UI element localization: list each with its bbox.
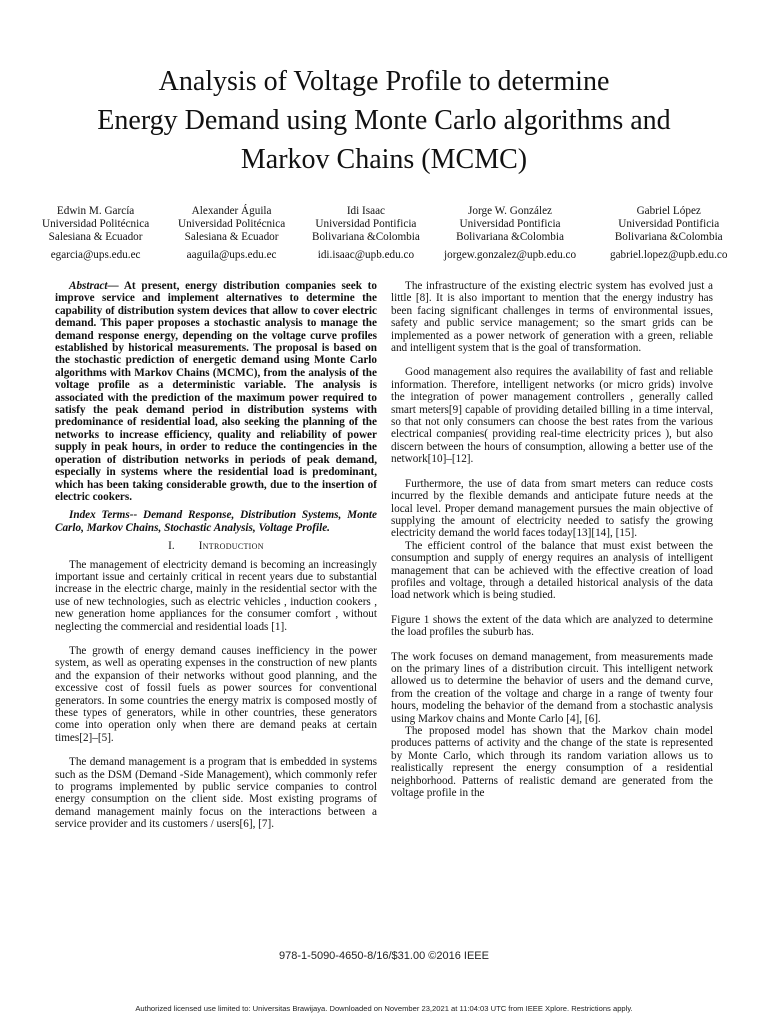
- paragraph: The efficient control of the balance that must exist between the consumption and supply of energy requires an analysis of intelligent management that can be achieved with the effective creation of load profiles and voltage, through a detailed historical analysis of the data load network which is being studied.: [391, 539, 713, 602]
- author-affiliation: Universidad Politécnica: [42, 218, 150, 230]
- paragraph: Figure 1 shows the extent of the data which are analyzed to determine the load profiles the suburb has.: [391, 613, 713, 639]
- right-column: [391, 280, 713, 799]
- author-affiliation: Bolivariana &Colombia: [312, 231, 420, 243]
- author-affiliation: Salesiana & Ecuador: [184, 231, 279, 243]
- index-terms: [55, 509, 377, 534]
- paragraph: The demand management is a program that is embedded in systems such as the DSM (Demand -Side Management), which commonly refer to programs implemented by public service companies to control energy consumption on the client side. Most existing programs of demand management mainly focus on the interactions between a service provider and its customers / users[6], [7].: [55, 756, 377, 831]
- author-name: Idi Isaac: [346, 205, 386, 217]
- section-number: I.: [168, 540, 175, 553]
- author-affiliation: Universidad Pontificia: [618, 218, 720, 230]
- author-email: gabriel.lopez@upb.edu.co: [610, 249, 728, 261]
- author-affiliation: Bolivariana &Colombia: [456, 231, 564, 243]
- author-affiliation: Universidad Pontificia: [459, 218, 561, 230]
- title-line: Energy Demand using Monte Carlo algorithms and: [97, 105, 671, 136]
- left-column: [55, 280, 377, 831]
- section-heading: [55, 540, 377, 552]
- author-5: [610, 205, 727, 262]
- author-affiliation: Bolivariana &Colombia: [614, 231, 723, 243]
- paragraph: Good management also requires the availability of fast and reliable information. Therefore, intelligent networks (or micro grids) involve the integration of power management controllers , generally called smart meters[9] capable of providing detailed billing in a time interval, so that not only consumers can choose the best rates from the various electrical companies( providing real-time electricity prices ), but also discern between the hours of consumption, allowing a better use of the network[10]–[12].: [391, 366, 713, 466]
- author-name: Alexander Águila: [191, 205, 272, 217]
- abstract-lead: Abstract—: [69, 280, 119, 292]
- author-affiliation: Universidad Politécnica: [178, 218, 286, 230]
- author-email: aaguila@ups.edu.ec: [186, 249, 277, 261]
- author-affiliation: Universidad Pontificia: [315, 218, 417, 230]
- author-name: Edwin M. García: [56, 205, 135, 217]
- author-email: egarcia@ups.edu.ec: [50, 249, 141, 261]
- paragraph: The infrastructure of the existing electric system has evolved just a little [8]. It is also important to mention that the energy industry has been facing significant challenges in terms of environmental issues, safety and public service management; so the smart grids can be implemented as a power network of generation with a green, reliable and intelligent system that is the goal of transformation.: [391, 280, 713, 355]
- author-name: Gabriel López: [636, 205, 701, 217]
- title-line: Analysis of Voltage Profile to determine: [158, 66, 610, 97]
- paper-title: [0, 62, 768, 179]
- author-email: idi.isaac@upb.edu.co: [317, 249, 415, 261]
- author-name: Jorge W. González: [468, 205, 553, 217]
- paragraph: The work focuses on demand management, from measurements made on the primary lines of a distribution circuit. This intelligent network allowed us to determine the behavior of users and the demand curve, from the creation of the voltage and charge in a range of twenty four hours, modeling the behavior of the demand from a stochastic analysis using Markov chains and Monte Carlo [4], [6].: [391, 650, 713, 725]
- author-3: [312, 205, 420, 262]
- isbn-footer: 978-1-5090-4650-8/16/$31.00 ©2016 IEEE: [279, 950, 489, 962]
- author-affiliation: Salesiana & Ecuador: [48, 231, 143, 243]
- section-title: Introduction: [198, 540, 264, 553]
- license-footer: Authorized licensed use limited to: Universitas Brawijaya. Downloaded on November 23,2021 at 11:04:03 UTC from IEEE Xplore. Restrictions apply.: [135, 1004, 633, 1013]
- paragraph: The management of electricity demand is becoming an increasingly important issue and certainly critical in recent years due to substantial increase in the electric charge, mainly in the residential sector with the use of new technologies, such as electric vehicles , induction cookers , new generation home appliances for the consumer comfort , without neglecting the commercial and residential loads [1].: [55, 558, 377, 633]
- author-2: [178, 205, 285, 262]
- paragraph: The proposed model has shown that the Markov chain model produces patterns of activity and the change of the state is represented by Monte Carlo, which through its random variation allows us to realistically represent the energy consumption of a residential neighborhood. Patterns of realistic demand are generated from the voltage profile in the: [391, 725, 713, 800]
- index-terms-text: Demand Response, Distribution Systems, Monte Carlo, Markov Chains, Stochastic Analysis, Voltage Profile.: [55, 509, 377, 534]
- title-line: Markov Chains (MCMC): [240, 144, 528, 175]
- author-1: [42, 205, 149, 262]
- author-block: [20, 205, 760, 265]
- author-email: jorgew.gonzalez@upb.edu.co: [444, 249, 577, 261]
- abstract-text: At present, energy distribution companies seek to improve service and implement alternatives to determine the capability of distribution system devices that allow to cover electric demand. This paper proposes a stochastic analysis to manage the demand response energy, depending on the voltage curve profiles established by historical measurements. The proposal is based on the stochastic prediction of energetic demand using Monte Carlo algorithms with Markov Chains (MCMC), from the analysis of the voltage profile as a deterministic variable. The analysis is associated with the prediction of the maximum power required to satisfy the peak demand period in distribution systems with predominance of residential load, also seeking the planning of the networks to increase efficiency, quality and reliability of power supply in peak hours, in order to reduce the contingencies in the operation of distribution networks in periods of peak demand, especially in systems where the residential load is predominant, which has been taking considerable growth, due to the insertion of electric cookers.: [55, 280, 377, 503]
- author-4: [444, 205, 576, 262]
- paragraph: The growth of energy demand causes inefficiency in the power system, as well as operating expenses in the construction of new plants and the expansion of their networks without good planning, and the excessive cost of fossil fuels as power sources for conventional generators. In some countries the energy matrix is composed mostly of these types of generators, while in other countries, these generators come into operation only when there are demand peaks at certain times[2]–[5].: [55, 644, 377, 744]
- abstract: [55, 280, 377, 503]
- index-terms-lead: Index Terms--: [69, 509, 138, 522]
- paragraph: Furthermore, the use of data from smart meters can reduce costs incurred by the flexible demands and anticipate future needs at the local level. Proper demand management pursues the main objective of supplying the amount of electricity needed to satisfy the growing electricity demand the world faces today[13][14], [15].: [391, 477, 713, 540]
